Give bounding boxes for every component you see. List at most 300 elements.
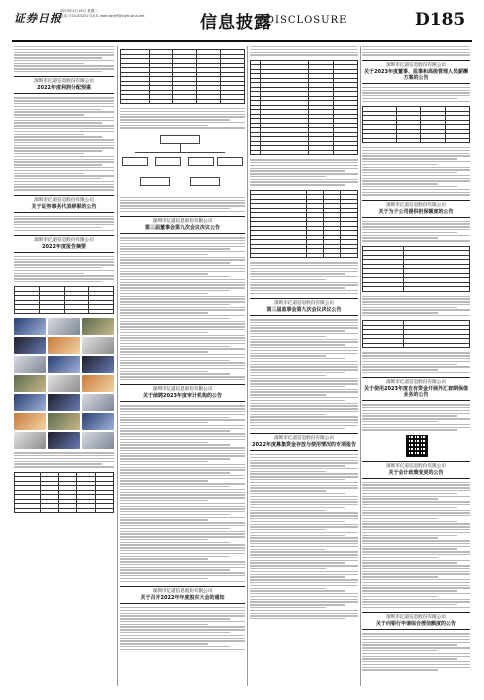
- text-line: [120, 284, 245, 285]
- text-line: [120, 629, 245, 630]
- text-line: [250, 168, 358, 169]
- text-line: [250, 287, 345, 288]
- text-line: [250, 271, 358, 272]
- diagram-connector: [180, 144, 181, 152]
- product-photo: [82, 356, 114, 373]
- table-cell: [221, 100, 245, 105]
- text-line: [362, 562, 457, 563]
- diagram-connector: [135, 152, 225, 153]
- text-line: [120, 122, 245, 123]
- text-line: [250, 535, 345, 536]
- text-line: [362, 642, 470, 643]
- text-line: [250, 576, 345, 577]
- text-line: [362, 515, 470, 516]
- text-line: [120, 533, 245, 534]
- text-line: [250, 389, 358, 390]
- text-line: [120, 649, 245, 650]
- text-line: [250, 341, 358, 342]
- table-cell: [77, 509, 95, 514]
- text-line: [362, 543, 470, 544]
- text-line: [120, 511, 245, 512]
- text-line: [250, 282, 358, 283]
- text-line: [362, 101, 470, 102]
- text-line: [250, 473, 358, 474]
- text-line: [120, 362, 245, 363]
- text-line: [250, 425, 358, 426]
- text-line: [14, 97, 114, 98]
- product-photo: [14, 356, 46, 373]
- text-line: [14, 173, 84, 174]
- text-line: [14, 452, 114, 453]
- text-line: [120, 607, 245, 608]
- text-line: [362, 186, 457, 187]
- column-divider: [247, 46, 248, 686]
- text-line: [250, 565, 358, 566]
- table-cell: [397, 139, 421, 144]
- text-line: [14, 161, 114, 162]
- text-line: [362, 512, 470, 513]
- text-line: [250, 468, 358, 469]
- table-cell: [121, 100, 150, 105]
- text-line: [362, 590, 457, 591]
- text-line: [120, 539, 208, 540]
- text-line: [250, 518, 358, 519]
- text-line: [250, 176, 326, 177]
- text-line: [362, 229, 470, 230]
- headline-company: 深圳市亿道信息股份有限公司: [386, 463, 446, 469]
- table-cell: [59, 509, 77, 514]
- text-line: [14, 60, 114, 61]
- text-line: [14, 281, 102, 282]
- text-line: [120, 632, 230, 633]
- text-line: [250, 366, 358, 367]
- text-line: [14, 117, 114, 118]
- text-line: [120, 268, 245, 269]
- headline-title: 关于向银行申请综合授信额度的公告: [375, 621, 456, 628]
- text-line: [362, 355, 470, 356]
- text-line: [14, 128, 114, 129]
- text-line: [362, 194, 470, 195]
- text-line: [250, 526, 358, 527]
- text-line: [120, 497, 245, 498]
- text-line: [250, 265, 358, 266]
- masthead: [0, 0, 484, 42]
- headline-title: 2022年度利润分配预案: [37, 85, 91, 92]
- text-line: [120, 301, 245, 302]
- text-line: [362, 301, 470, 302]
- text-line: [362, 582, 470, 583]
- text-line: [250, 330, 345, 331]
- text-line: [120, 417, 230, 418]
- text-line: [14, 134, 84, 135]
- text-line: [120, 326, 245, 327]
- text-line: [120, 464, 245, 465]
- announcement-headline: [250, 298, 358, 316]
- diagram-node: [155, 157, 181, 166]
- diagram-node: [140, 177, 170, 186]
- announcement-headline: [362, 377, 470, 401]
- text-line: [362, 579, 470, 580]
- text-line: [120, 453, 245, 454]
- text-line: [120, 208, 230, 209]
- product-photo: [48, 432, 80, 449]
- text-line: [250, 588, 326, 589]
- text-line: [14, 153, 84, 154]
- text-line: [120, 257, 245, 258]
- text-line: [14, 259, 114, 260]
- body-text-block: [120, 108, 245, 129]
- text-line: [14, 125, 114, 126]
- text-line: [362, 585, 470, 586]
- table-cell: [150, 100, 174, 105]
- table-cell: [404, 344, 470, 349]
- text-line: [362, 576, 438, 577]
- text-line: [362, 372, 470, 373]
- text-line: [362, 410, 470, 411]
- text-line: [14, 261, 114, 262]
- text-line: [250, 54, 358, 55]
- table-cell: [341, 254, 358, 259]
- text-line: [362, 296, 470, 297]
- body-text-block: [250, 454, 358, 619]
- text-line: [362, 587, 470, 588]
- text-line: [120, 116, 245, 117]
- text-line: [362, 407, 470, 408]
- text-line: [120, 575, 245, 576]
- headline-title: 关于为子公司提供担保额度的公告: [378, 208, 454, 215]
- text-line: [250, 378, 358, 379]
- text-line: [120, 564, 245, 565]
- table-cell: [307, 254, 324, 259]
- announcement-headline: [14, 235, 114, 253]
- text-line: [250, 604, 345, 605]
- text-line: [362, 221, 470, 222]
- text-line: [362, 158, 457, 159]
- announcement-headline: [14, 195, 114, 213]
- text-line: [250, 279, 326, 280]
- text-line: [120, 450, 245, 451]
- text-line: [120, 514, 230, 515]
- text-line: [362, 232, 457, 233]
- table-cell: [40, 310, 65, 315]
- text-line: [120, 561, 245, 562]
- diagram-node: [190, 177, 220, 186]
- text-line: [250, 184, 345, 185]
- headline-title: 关于召开2022年年度股东大会的通知: [140, 595, 225, 601]
- column-1: [14, 46, 114, 686]
- text-line: [362, 315, 470, 316]
- text-line: [120, 360, 230, 361]
- headline-title: 第三届董事会第九次会议决议公告: [144, 225, 220, 232]
- text-line: [120, 550, 245, 551]
- text-line: [120, 119, 230, 120]
- body-text-block: [120, 237, 245, 380]
- text-line: [14, 178, 102, 179]
- text-line: [120, 646, 230, 647]
- text-line: [120, 321, 245, 322]
- diagram-node: [122, 157, 148, 166]
- product-photo: [82, 432, 114, 449]
- body-text-block: [14, 97, 114, 190]
- text-line: [250, 353, 358, 354]
- announcement-headline: [120, 586, 245, 604]
- text-line: [14, 120, 114, 121]
- headline-title: 关于续聘2023年度审计机构的公告: [143, 393, 222, 400]
- headline-company: 深圳市亿道信息股份有限公司: [34, 197, 94, 203]
- headline-title: 关于2023年度董事、监事和高级管理人员薪酬方案的公告: [364, 68, 468, 81]
- headline-company: 深圳市亿道信息股份有限公司: [152, 589, 213, 594]
- text-line: [250, 262, 358, 263]
- text-line: [250, 618, 345, 619]
- text-line: [362, 507, 457, 508]
- table-cell: [261, 151, 310, 156]
- text-line: [362, 633, 470, 634]
- text-line: [362, 153, 470, 154]
- masthead-rule: [12, 40, 472, 42]
- text-line: [362, 192, 470, 193]
- table-cell: [324, 254, 341, 259]
- text-line: [14, 463, 102, 464]
- text-line: [120, 494, 245, 495]
- text-line: [362, 98, 457, 99]
- announcement-headline: [362, 461, 470, 479]
- text-line: [362, 540, 470, 541]
- headline-company: 深圳市亿道信息股份有限公司: [152, 387, 213, 393]
- product-photo: [82, 394, 114, 411]
- text-line: [120, 240, 245, 241]
- text-line: [120, 332, 208, 333]
- text-line: [120, 318, 230, 319]
- text-line: [362, 658, 457, 659]
- text-line: [362, 358, 470, 359]
- table-cell: [421, 139, 445, 144]
- text-line: [120, 343, 245, 344]
- text-line: [250, 524, 358, 525]
- text-line: [120, 640, 245, 641]
- text-line: [120, 265, 245, 266]
- text-line: [362, 364, 457, 365]
- text-line: [362, 298, 470, 299]
- body-text-block: [120, 405, 245, 582]
- text-line: [250, 344, 345, 345]
- text-line: [120, 517, 245, 518]
- text-line: [362, 565, 470, 566]
- text-line: [120, 508, 245, 509]
- product-photo: [48, 318, 80, 335]
- text-line: [250, 540, 358, 541]
- table-cell: [363, 287, 404, 292]
- text-line: [120, 428, 245, 429]
- product-photo: [48, 394, 80, 411]
- text-line: [120, 638, 245, 639]
- text-line: [250, 613, 358, 614]
- text-line: [120, 408, 245, 409]
- text-line: [250, 355, 326, 356]
- text-line: [362, 523, 470, 524]
- text-line: [362, 52, 470, 53]
- text-line: [120, 287, 245, 288]
- text-line: [120, 293, 208, 294]
- text-line: [120, 211, 245, 212]
- text-line: [362, 510, 470, 511]
- text-line: [362, 526, 470, 527]
- text-line: [362, 521, 457, 522]
- text-line: [250, 181, 358, 182]
- text-line: [250, 554, 358, 555]
- text-line: [14, 267, 102, 268]
- text-line: [14, 49, 114, 50]
- text-line: [362, 568, 470, 569]
- product-photo: [14, 394, 46, 411]
- text-line: [120, 503, 245, 504]
- text-line: [120, 422, 208, 423]
- headline-company: 深圳市亿道信息股份有限公司: [386, 62, 446, 68]
- text-line: [120, 290, 230, 291]
- text-line: [120, 262, 230, 263]
- text-line: [362, 54, 470, 55]
- text-line: [362, 164, 438, 165]
- announcement-headline: [362, 200, 470, 218]
- text-line: [362, 226, 470, 227]
- text-line: [362, 87, 470, 88]
- text-line: [362, 554, 470, 555]
- product-photo: [82, 375, 114, 392]
- text-line: [362, 573, 470, 574]
- text-line: [120, 271, 245, 272]
- text-line: [362, 496, 470, 497]
- text-line: [120, 486, 230, 487]
- masthead-date: 2023年4月18日 星期二: [60, 9, 98, 13]
- text-line: [362, 180, 470, 181]
- text-line: [120, 621, 245, 622]
- table-cell: [404, 287, 470, 292]
- text-line: [120, 379, 245, 380]
- text-line: [120, 309, 245, 310]
- text-line: [250, 454, 358, 455]
- text-line: [250, 333, 358, 334]
- text-line: [120, 624, 208, 625]
- text-line: [120, 108, 245, 109]
- text-line: [250, 386, 345, 387]
- body-text-block: [14, 46, 114, 72]
- text-line: [250, 411, 358, 412]
- text-line: [250, 507, 345, 508]
- section-title-en: DISCLOSURE: [266, 15, 348, 26]
- text-line: [250, 380, 358, 381]
- text-line: [250, 582, 358, 583]
- text-line: [362, 169, 470, 170]
- text-line: [362, 415, 457, 416]
- headline-company: 深圳市亿道信息股份有限公司: [274, 301, 334, 307]
- text-line: [14, 218, 114, 219]
- text-line: [362, 427, 470, 428]
- text-line: [120, 200, 245, 201]
- text-line: [120, 259, 245, 260]
- text-line: [250, 322, 358, 323]
- text-line: [14, 230, 114, 231]
- text-line: [120, 615, 245, 616]
- text-line: [120, 368, 245, 369]
- text-line: [362, 518, 438, 519]
- text-line: [120, 430, 230, 431]
- headline-company: 深圳市亿道信息股份有限公司: [386, 615, 446, 621]
- text-line: [362, 532, 470, 533]
- text-line: [250, 391, 358, 392]
- section-title-cn: 信息披露: [200, 13, 272, 33]
- body-text-block: [120, 607, 245, 650]
- body-text-block: [250, 159, 358, 185]
- text-line: [362, 504, 470, 505]
- text-line: [250, 339, 358, 340]
- text-line: [250, 394, 326, 395]
- table-cell: [446, 139, 470, 144]
- masthead-meta: [60, 9, 200, 19]
- text-line: [362, 529, 470, 530]
- headline-company: 深圳市亿道信息股份有限公司: [386, 202, 446, 208]
- text-line: [120, 519, 208, 520]
- text-line: [120, 414, 245, 415]
- text-line: [362, 424, 470, 425]
- text-line: [120, 205, 245, 206]
- text-line: [362, 490, 470, 491]
- text-line: [120, 405, 245, 406]
- announcement-headline: [250, 433, 358, 451]
- text-line: [362, 312, 438, 313]
- text-line: [250, 493, 345, 494]
- text-line: [362, 178, 470, 179]
- text-line: [120, 556, 230, 557]
- table-cell: [251, 151, 261, 156]
- text-line: [14, 54, 114, 55]
- text-line: [362, 183, 438, 184]
- text-line: [14, 57, 102, 58]
- column-2: [120, 46, 245, 686]
- text-line: [120, 307, 245, 308]
- text-line: [120, 273, 208, 274]
- text-line: [250, 510, 326, 511]
- text-line: [362, 599, 470, 600]
- text-line: [362, 167, 470, 168]
- text-line: [14, 71, 102, 72]
- body-text-block: [250, 262, 358, 294]
- text-line: [120, 444, 230, 445]
- data-table: [362, 106, 470, 143]
- text-line: [14, 159, 114, 160]
- text-line: [362, 189, 470, 190]
- body-text-block: [250, 46, 358, 56]
- body-text-block: [362, 404, 470, 430]
- text-line: [14, 167, 114, 168]
- text-line: [250, 571, 358, 572]
- product-photo-grid: [14, 318, 114, 449]
- column-divider: [360, 46, 361, 686]
- text-line: [14, 131, 114, 132]
- text-line: [120, 419, 245, 420]
- text-line: [250, 590, 345, 591]
- product-photo: [48, 356, 80, 373]
- data-table: [362, 320, 470, 348]
- text-line: [14, 46, 114, 47]
- text-line: [250, 293, 358, 294]
- text-line: [14, 221, 114, 222]
- text-line: [120, 436, 245, 437]
- text-line: [250, 375, 326, 376]
- data-table: [120, 49, 245, 104]
- text-line: [250, 416, 358, 417]
- text-line: [120, 254, 208, 255]
- text-line: [250, 610, 358, 611]
- announcement-headline: [362, 60, 470, 84]
